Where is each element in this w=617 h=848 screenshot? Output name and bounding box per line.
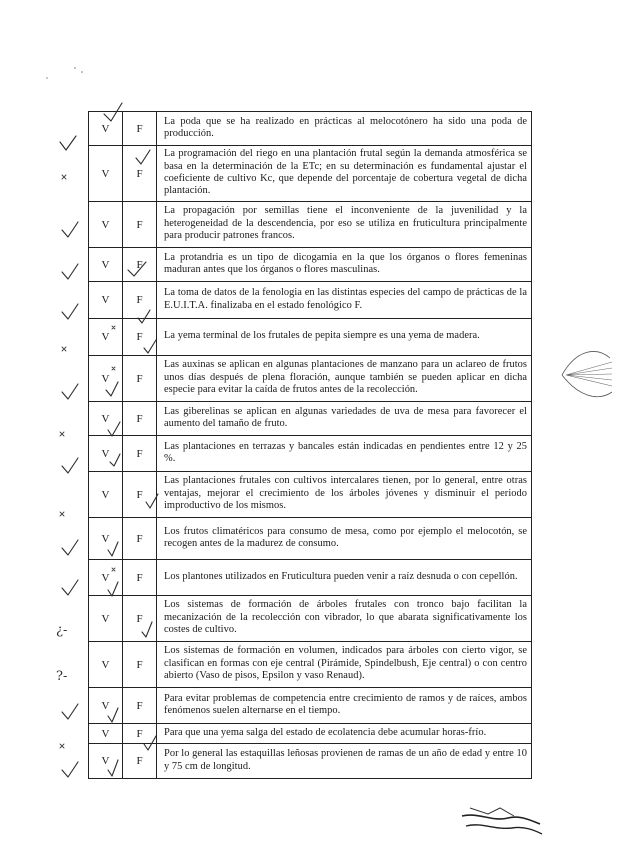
false-option[interactable]: F <box>123 319 157 356</box>
question-row <box>89 596 532 642</box>
question-row <box>89 356 532 402</box>
true-option[interactable]: V <box>89 744 123 779</box>
left-check-mark <box>62 264 78 279</box>
true-option[interactable]: V <box>89 202 123 248</box>
true-option[interactable]: V <box>89 146 123 202</box>
question-text: La yema terminal de los frutales de pepita siempre es una yema de madera. <box>157 319 532 356</box>
left-cross-mark <box>60 512 64 516</box>
left-check-mark <box>62 580 78 595</box>
false-option[interactable]: F <box>123 356 157 402</box>
question-row <box>89 319 532 356</box>
true-option[interactable]: V <box>89 560 123 596</box>
speck-mark <box>46 77 47 78</box>
margin-note: ¿- <box>56 623 68 638</box>
false-option[interactable]: F <box>123 560 157 596</box>
false-option[interactable]: F <box>123 724 157 744</box>
false-option[interactable]: F <box>123 402 157 436</box>
question-row <box>89 688 532 724</box>
question-text: Los frutos climatéricos para consumo de mesa, como por ejemplo el melocotón, se recogen antes de la madurez de consumo. <box>157 518 532 560</box>
speck-mark <box>74 67 76 69</box>
true-option[interactable]: V <box>89 724 123 744</box>
question-row <box>89 560 532 596</box>
false-option[interactable]: F <box>123 744 157 779</box>
true-false-table <box>88 111 532 779</box>
false-option[interactable]: F <box>123 248 157 282</box>
question-row <box>89 202 532 248</box>
question-text: Para que una yema salga del estado de ecolatencia debe acumular horas-frío. <box>157 724 532 744</box>
false-option[interactable]: F <box>123 202 157 248</box>
question-text: La protandria es un tipo de dicogamia en la que los órganos o flores femeninas maduran antes que los órganos o flores masculinas. <box>157 248 532 282</box>
question-row <box>89 402 532 436</box>
question-text: Para evitar problemas de competencia entre crecimiento de ramos y de raíces, ambos fenómenos suelen alternarse en el tiempo. <box>157 688 532 724</box>
question-text: Los plantones utilizados en Fruticultura pueden venir a raíz desnuda o con cepellón. <box>157 560 532 596</box>
question-row <box>89 724 532 744</box>
true-option[interactable]: V <box>89 642 123 688</box>
left-cross-mark <box>60 432 64 436</box>
question-text: Las auxinas se aplican en algunas plantaciones de manzano para un aclareo de frutos unos días después de plena floración, aunque también se pueden aplicar en dicha especie para evitar la caída de frutos antes de la recolección. <box>157 356 532 402</box>
question-row <box>89 472 532 518</box>
false-option[interactable]: F <box>123 688 157 724</box>
left-check-mark <box>62 384 78 399</box>
question-text: Las giberelinas se aplican en algunas variedades de uva de mesa para favorecer el aumento del tamaño de fruto. <box>157 402 532 436</box>
question-row <box>89 518 532 560</box>
false-option[interactable]: F <box>123 518 157 560</box>
question-text: La toma de datos de la fenologia en las distintas especies del campo de prácticas de la E.U.I.T.A. finalizaba en el estado fenológico F. <box>157 282 532 319</box>
false-option[interactable]: F <box>123 282 157 319</box>
true-option[interactable]: V <box>89 402 123 436</box>
left-check-mark <box>62 762 78 777</box>
true-option[interactable]: V <box>89 112 123 146</box>
true-option[interactable]: V <box>89 472 123 518</box>
true-option[interactable]: V <box>89 436 123 472</box>
left-cross-mark <box>62 175 66 179</box>
true-option[interactable]: V <box>89 596 123 642</box>
left-check-mark <box>62 222 78 237</box>
false-option[interactable]: F <box>123 112 157 146</box>
bottom-scribble <box>462 808 542 834</box>
question-row <box>89 744 532 779</box>
false-option[interactable]: F <box>123 642 157 688</box>
true-option[interactable]: V <box>89 688 123 724</box>
true-option[interactable]: V <box>89 356 123 402</box>
question-row <box>89 436 532 472</box>
question-text: Las plantaciones en terrazas y bancales están indicadas en pendientes entre 12 y 25 %. <box>157 436 532 472</box>
false-option[interactable]: F <box>123 472 157 518</box>
question-text: La programación del riego en una plantación frutal según la demanda atmosférica se basa en la determinación de la ETc; en su determinación es fundamental ajustar el coeficiente de cultivo Kc, que depende del porcentaje de cobertura vegetal de dicha plantación. <box>157 146 532 202</box>
question-text: Las plantaciones frutales con cultivos intercalares tienen, por lo general, entre otras ventajas, mejorar el crecimiento de los árboles jóvenes y disminuir el periodo improductivo de los mismos. <box>157 472 532 518</box>
margin-sketch <box>562 351 612 396</box>
left-check-mark <box>62 540 78 555</box>
question-text: La propagación por semillas tiene el inconveniente de la juvenilidad y la heterogeneidad de la descendencia, por eso se utiliza en fruticultura principalmente para producir patrones francos. <box>157 202 532 248</box>
margin-note: ?- <box>56 669 68 684</box>
left-check-mark <box>60 136 76 150</box>
true-option[interactable]: V <box>89 282 123 319</box>
speck-mark <box>81 71 83 73</box>
left-cross-mark <box>60 744 64 748</box>
question-text: La poda que se ha realizado en prácticas al melocotónero ha sido una poda de producción. <box>157 112 532 146</box>
false-option[interactable]: F <box>123 146 157 202</box>
question-text: Los sistemas de formación de árboles frutales con tronco bajo facilitan la mecanización de la recolección con vibrador, lo que abarata significativamente los costes de cultivo. <box>157 596 532 642</box>
false-option[interactable]: F <box>123 436 157 472</box>
question-row <box>89 146 532 202</box>
question-row <box>89 248 532 282</box>
left-cross-mark <box>62 347 66 351</box>
false-option[interactable]: F <box>123 596 157 642</box>
left-check-mark <box>62 704 78 719</box>
true-option[interactable]: V <box>89 518 123 560</box>
question-text: Los sistemas de formación en volumen, indicados para árboles con cierto vigor, se clasifican en formas con eje central (Pirámide, Spindelbush, Eje central) o con centro abierto (Vaso de pisos, Epsilon y vaso Renaud). <box>157 642 532 688</box>
question-row <box>89 282 532 319</box>
true-option[interactable]: V <box>89 319 123 356</box>
question-text: Por lo general las estaquillas leñosas provienen de ramas de un año de edad y entre 10 y 75 cm de longitud. <box>157 744 532 779</box>
left-check-mark <box>62 458 78 473</box>
question-row <box>89 642 532 688</box>
left-check-mark <box>62 304 78 319</box>
question-row <box>89 112 532 146</box>
true-option[interactable]: V <box>89 248 123 282</box>
